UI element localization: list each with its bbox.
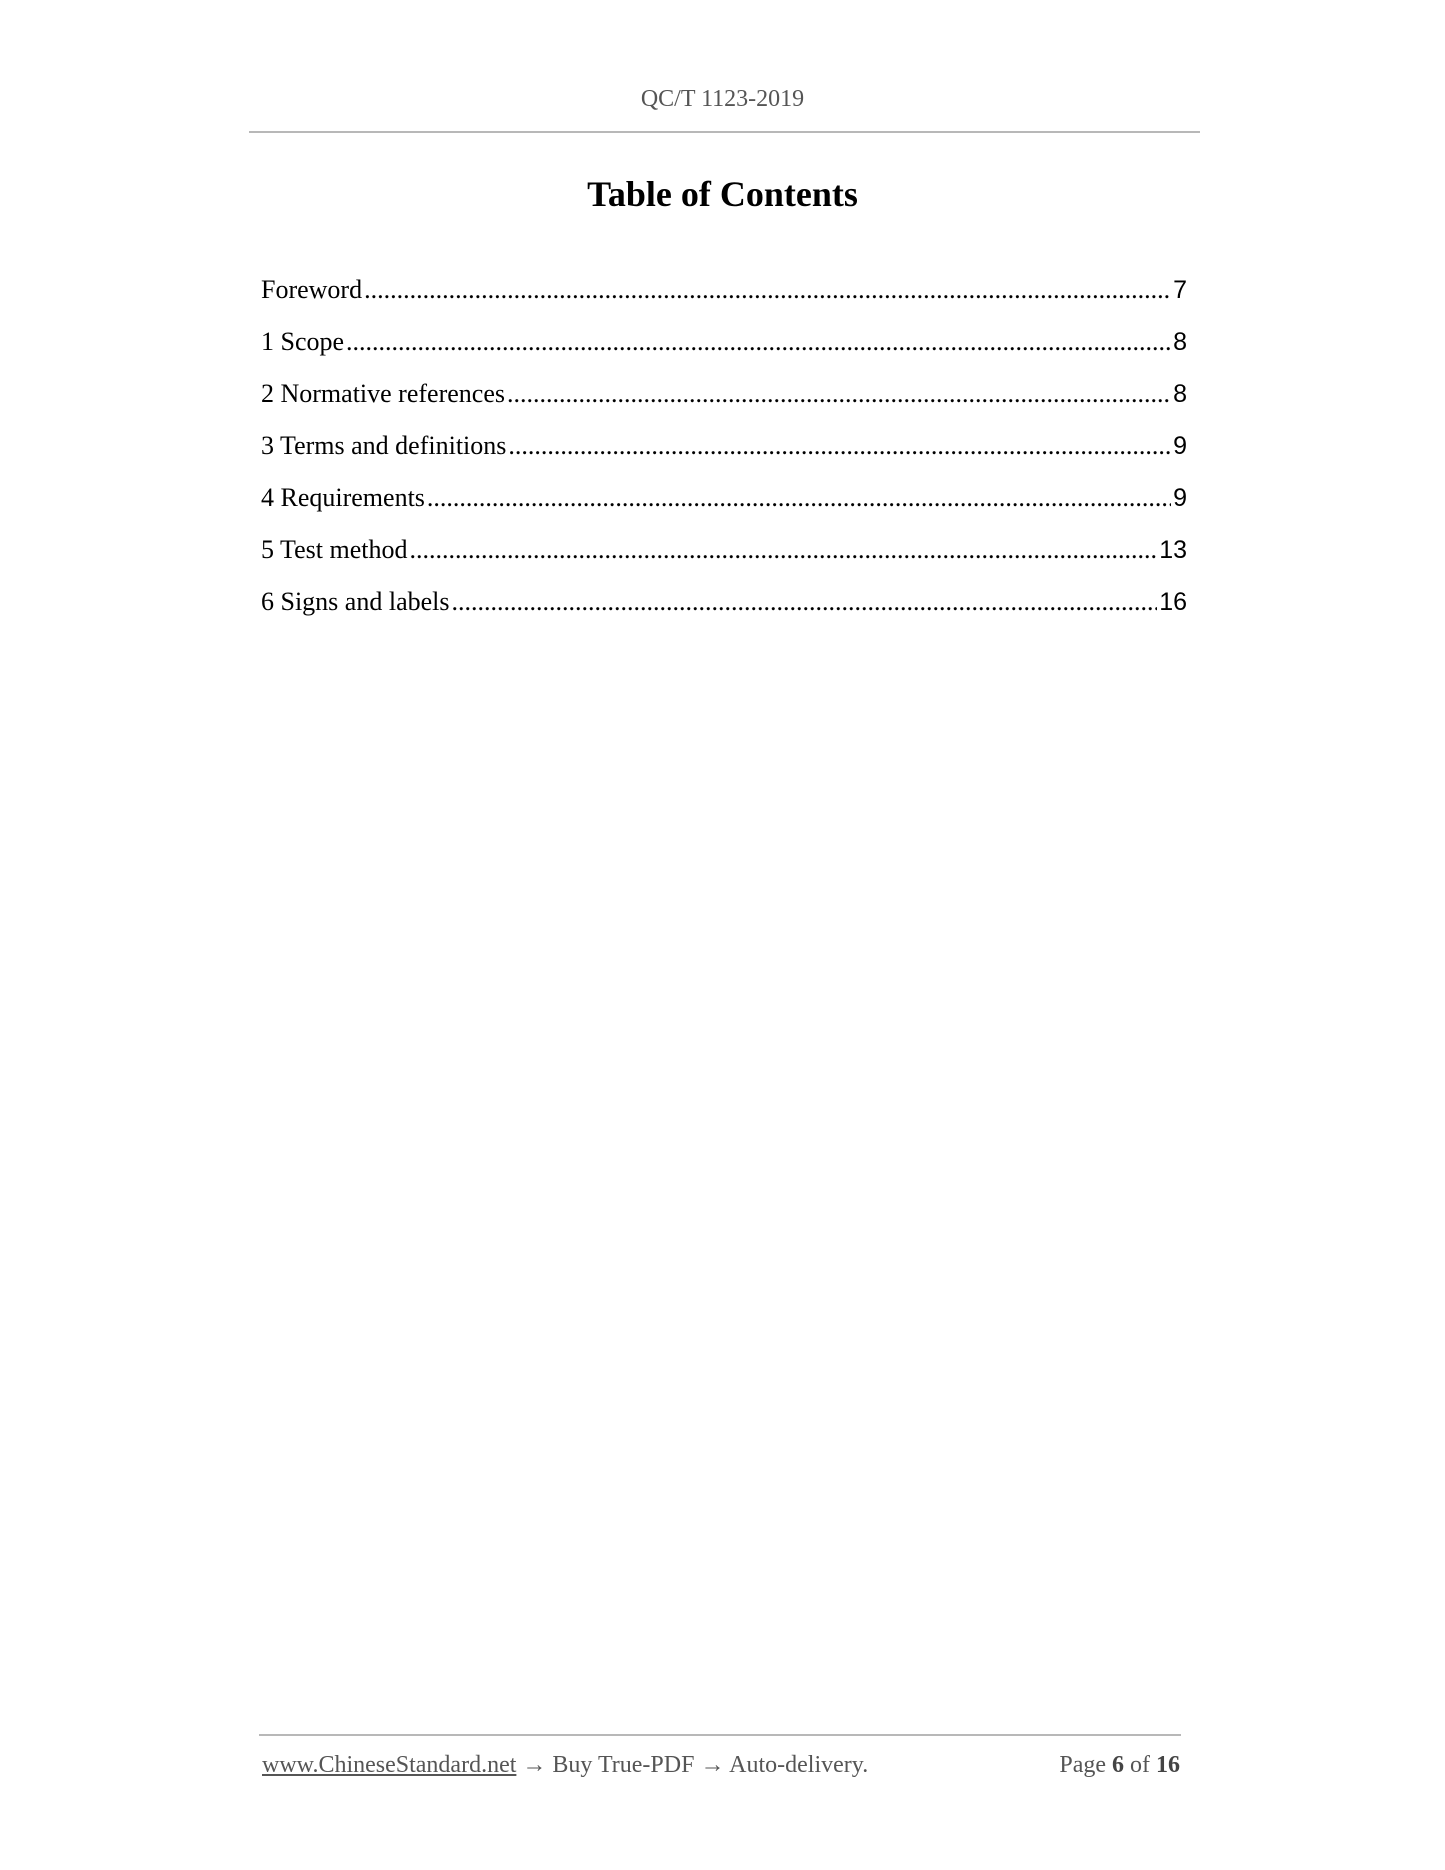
toc-entry-label: 2 Normative references [261,379,505,408]
toc-entry-test-method[interactable] [261,532,1187,584]
toc-entry-label: 5 Test method [261,535,408,564]
toc-dot-leader [452,584,1158,620]
toc-entry-page: 7 [1173,276,1187,304]
toc-entry-page: 13 [1159,536,1187,564]
toc-dot-leader [409,532,1157,568]
website-link[interactable]: www.ChineseStandard.net [262,1752,517,1778]
toc-entry-foreword[interactable] [261,272,1187,324]
footer-promo [262,1752,868,1779]
toc-entry-normative-references[interactable] [261,376,1187,428]
toc-entry-label: 6 Signs and labels [261,587,450,616]
toc-dot-leader [507,376,1171,412]
total-pages-number: 16 [1156,1752,1180,1778]
table-of-contents [261,272,1187,636]
current-page-number: 6 [1112,1752,1124,1778]
arrow-right-icon: → [522,1752,547,1778]
page-number [1059,1752,1180,1779]
toc-entry-requirements[interactable] [261,480,1187,532]
toc-entry-page: 16 [1159,588,1187,616]
toc-entry-label: 1 Scope [261,327,345,356]
footer-step-buy: Buy True-PDF [552,1752,695,1778]
document-code: QC/T 1123-2019 [640,86,805,112]
header-divider [249,131,1200,133]
footer-step-delivery: Auto-delivery. [729,1752,869,1778]
of-word: of [1130,1752,1150,1778]
footer-divider [259,1734,1181,1736]
page-title: Table of Contents [587,174,858,214]
toc-entry-terms-and-definitions[interactable] [261,428,1187,480]
toc-dot-leader [364,272,1171,308]
toc-entry-page: 8 [1173,380,1187,408]
toc-entry-label: Foreword [261,275,363,304]
page-word: Page [1059,1752,1106,1778]
toc-entry-page: 9 [1173,432,1187,460]
toc-entry-scope[interactable] [261,324,1187,376]
toc-entry-label: 3 Terms and definitions [261,431,507,460]
arrow-right-icon: → [700,1752,725,1778]
toc-entry-page: 8 [1173,328,1187,356]
toc-entry-page: 9 [1173,484,1187,512]
toc-entry-signs-and-labels[interactable] [261,584,1187,636]
toc-dot-leader [346,324,1171,360]
toc-entry-label: 4 Requirements [261,483,425,512]
toc-dot-leader [508,428,1171,464]
toc-dot-leader [427,480,1171,516]
